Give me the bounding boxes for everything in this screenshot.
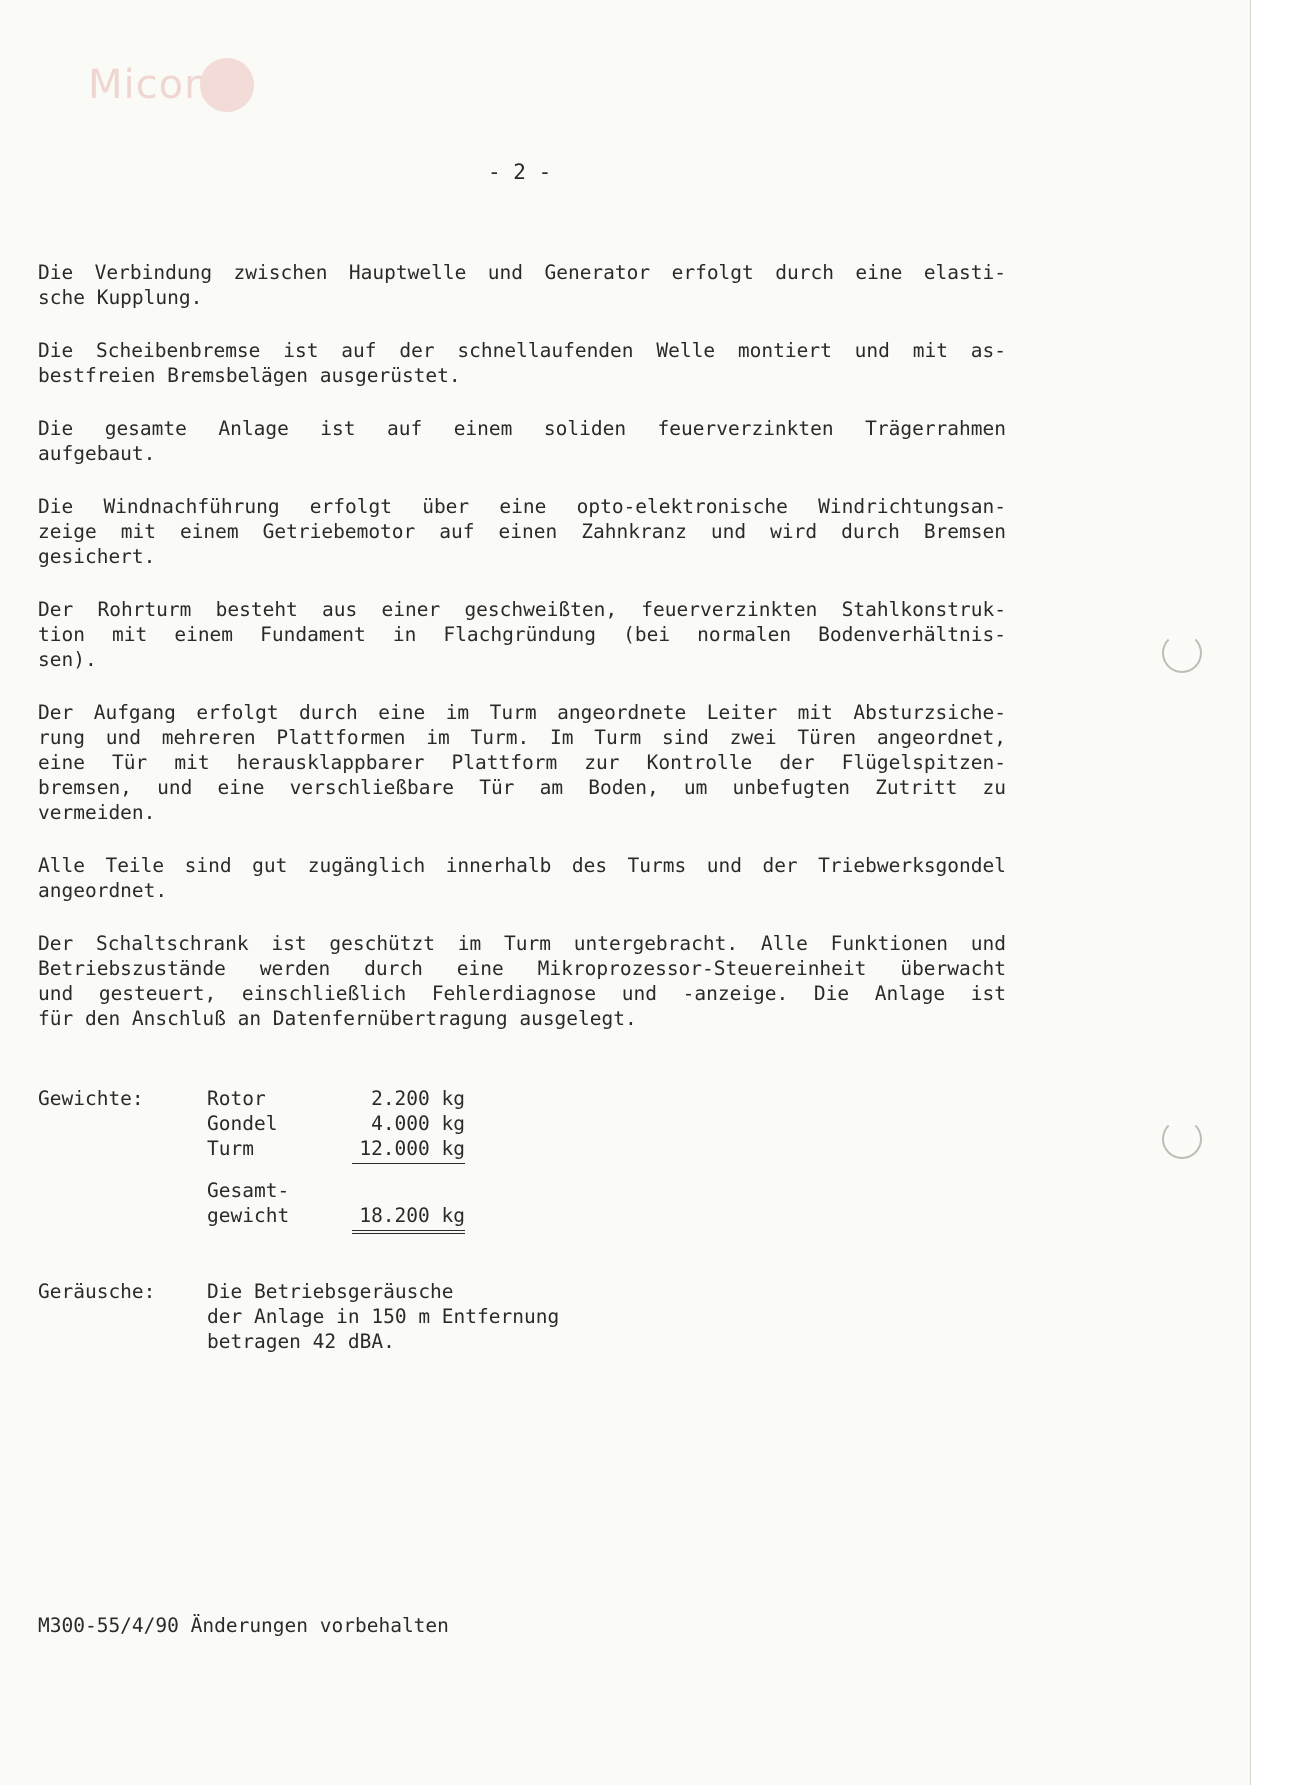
weight-total-label-line1: Gesamt- [207, 1179, 290, 1202]
weight-value-gondel: 4.000 kg [371, 1112, 465, 1135]
paragraph-line: Alle Teile sind gut zugänglich innerhalb des Turms und der Triebwerksgondel [38, 854, 1006, 877]
paragraph-line: angeordnet. [38, 879, 168, 902]
paragraph [38, 338, 1006, 388]
weight-name-gondel: Gondel [207, 1112, 278, 1135]
paragraph-line: Der Aufgang erfolgt durch eine im Turm angeordnete Leiter mit Absturzsiche- [38, 701, 1006, 724]
paragraph-line: Der Schaltschrank ist geschützt im Turm untergebracht. Alle Funktionen und [38, 932, 1006, 955]
subtotal-underline [352, 1163, 465, 1164]
weight-value-turm: 12.000 kg [359, 1137, 465, 1160]
paragraph-line: bremsen, und eine verschließbare Tür am Boden, um unbefugten Zutritt zu [38, 776, 1006, 799]
paragraph-line: eine Tür mit herausklappbarer Plattform zur Kontrolle der Flügelspitzen- [38, 751, 1006, 774]
noise-line-3: betragen 42 dBA. [207, 1330, 395, 1353]
paragraph-line: Die gesamte Anlage ist auf einem soliden feuerverzinkten Trägerrahmen [38, 417, 1006, 440]
logo-text: Micon [88, 62, 211, 108]
weight-total-value: 18.200 kg [359, 1204, 465, 1227]
paragraph-line: Der Rohrturm besteht aus einer geschweißten, feuerverzinkten Stahlkonstruk- [38, 598, 1006, 621]
punch-hole-bottom [1162, 1119, 1202, 1159]
paragraph [38, 494, 1006, 569]
weight-total-label-line2: gewicht [207, 1204, 290, 1227]
paragraph-line: sche Kupplung. [38, 286, 203, 309]
paragraph-line: und gesteuert, einschließlich Fehlerdiagnose und -anzeige. Die Anlage ist [38, 982, 1006, 1005]
paragraph [38, 416, 1006, 466]
paragraph-line: tion mit einem Fundament in Flachgründung (bei normalen Bodenverhältnis- [38, 623, 1006, 646]
weight-value-rotor: 2.200 kg [371, 1087, 465, 1110]
paragraph-line: Die Scheibenbremse ist auf der schnellaufenden Welle montiert und mit as- [38, 339, 1006, 362]
page-edge [1250, 0, 1300, 1785]
paragraph [38, 260, 1006, 310]
paragraph-line: für den Anschluß an Datenfernübertragung ausgelegt. [38, 1007, 637, 1030]
paragraph-line: aufgebaut. [38, 442, 156, 465]
logo-mark-icon [200, 58, 254, 112]
paragraph-line: vermeiden. [38, 801, 156, 824]
total-underline-2 [352, 1233, 465, 1234]
paragraph-line: Die Windnachführung erfolgt über eine opto-elektronische Windrichtungsan- [38, 495, 1006, 518]
micon-logo [88, 58, 288, 118]
paragraph [38, 853, 1006, 903]
paragraph-line: Betriebszustände werden durch eine Mikroprozessor-Steuereinheit überwacht [38, 957, 1006, 980]
paragraph-line: rung und mehreren Plattformen im Turm. Im Turm sind zwei Türen angeordnet, [38, 726, 1006, 749]
noise-line-2: der Anlage in 150 m Entfernung [207, 1305, 560, 1328]
noise-line-1: Die Betriebsgeräusche [207, 1280, 454, 1303]
weight-name-turm: Turm [207, 1137, 254, 1160]
paragraph-line: Die Verbindung zwischen Hauptwelle und Generator erfolgt durch eine elasti- [38, 261, 1006, 284]
paragraph [38, 700, 1006, 825]
paragraph [38, 931, 1006, 1031]
noise-label: Geräusche: [38, 1280, 156, 1303]
paragraph-line: zeige mit einem Getriebemotor auf einen Zahnkranz und wird durch Bremsen [38, 520, 1006, 543]
weight-name-rotor: Rotor [207, 1087, 266, 1110]
paragraph-line: gesichert. [38, 545, 156, 568]
page-number: - 2 - [488, 160, 552, 184]
total-underline-1 [352, 1230, 465, 1231]
punch-hole-top [1162, 633, 1202, 673]
paragraph-line: sen). [38, 648, 97, 671]
paragraph-line: bestfreien Bremsbelägen ausgerüstet. [38, 364, 461, 387]
weights-label: Gewichte: [38, 1087, 144, 1110]
document-reference: M300-55/4/90 Änderungen vorbehalten [38, 1614, 449, 1637]
paragraph [38, 597, 1006, 672]
